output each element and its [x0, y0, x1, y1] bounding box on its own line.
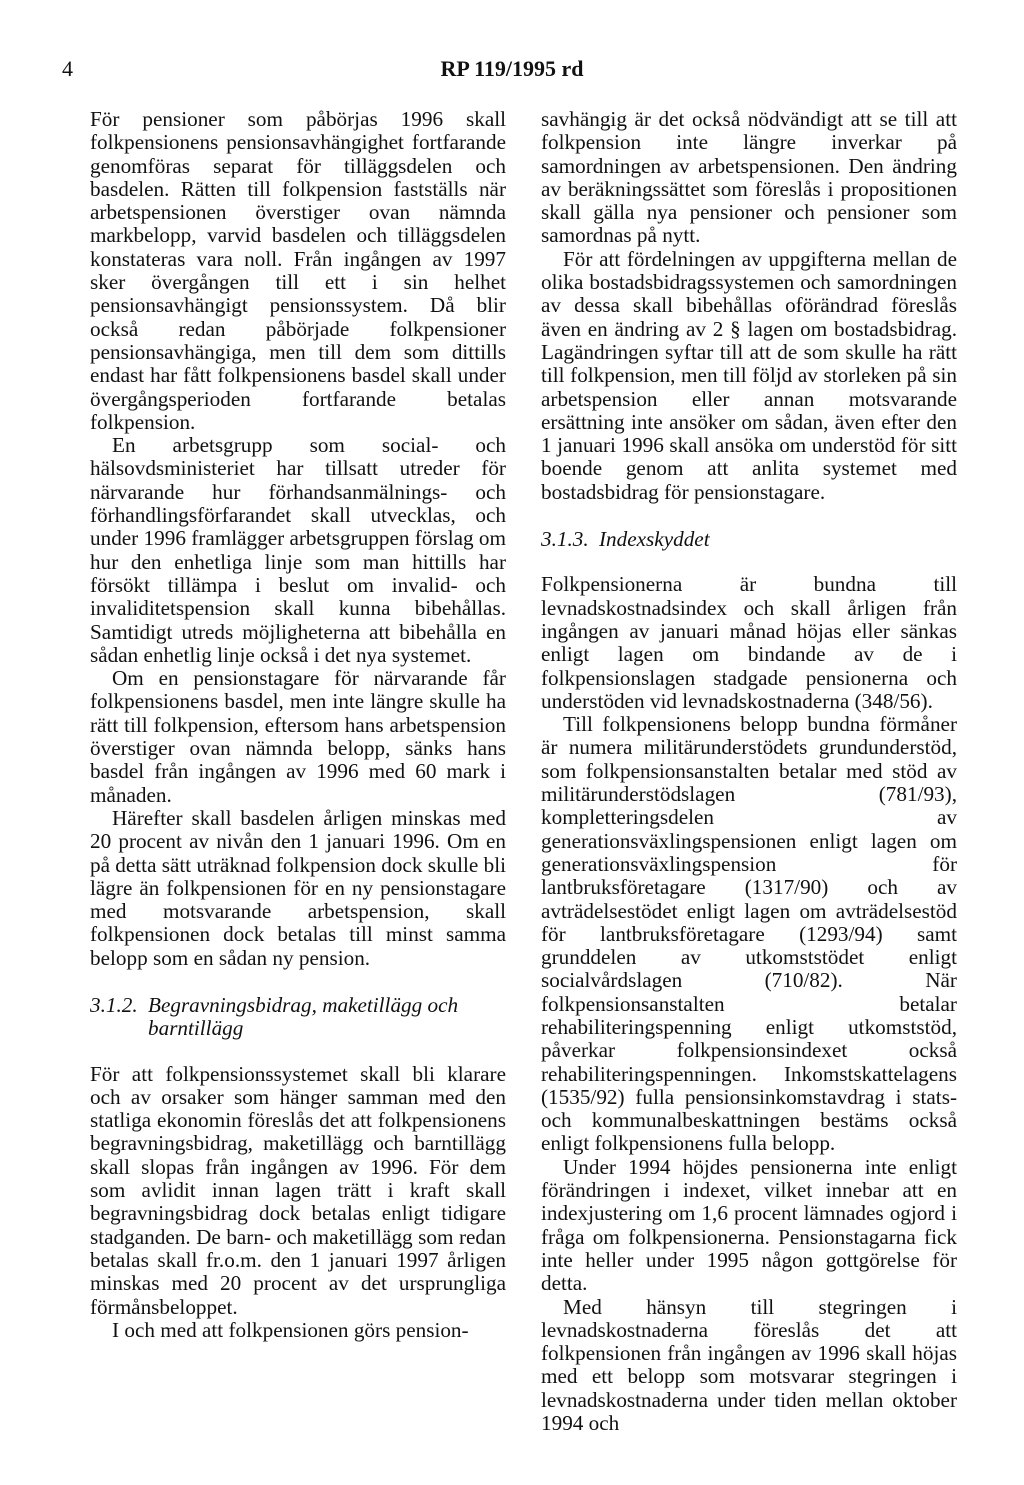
paragraph: Under 1994 höjdes pensionerna inte enligt förändringen i indexet, vilket innebar att en indexjustering om 1,6 procent lämnades ogjord i fråga om folkpensionerna. Pensionstagarna fick inte heller under 1995 någon gottgörelse för detta. [541, 1154, 957, 1296]
paragraph: För att fördelningen av uppgifterna mellan de olika bostadsbidragssystemen och samordningen av dessa skall bibehållas oförändrad föreslås även en ändring av 2 § lagen om bostadsbidrag. Lagändringen syftar till att de som skulle ha rätt till folkpension, men till följd av storleken på sin arbetspension eller annan motsvarande ersättning inte ansöker om sådan, även efter den 1 januari 1996 skall ansöka om understöd för sitt boende genom att anlita systemet med bostadsbidrag för pensionstagare. [541, 246, 957, 504]
paragraph: Med hänsyn till stegringen i levnadskostnaderna föreslås det att folkpensionen från ingången av 1996 skall höjas med ett belopp som motsvarar stegringen i levnadskostnaderna under tiden mellan oktober 1994 och [541, 1294, 957, 1436]
paragraph: För pensioner som påbörjas 1996 skall folkpensionens pensionsavhängighet fortfarande genomföras separat för tilläggsdelen och basdelen. Rätten till folkpension fastställs när arbetspensionen överstiger ovan nämnda markbelopp, varvid basdelen och tilläggsdelen konstateras vara noll. Från ingången av 1997 sker övergången till ett i sin helhet pensionsavhängigt pensionssystem. Då blir också redan påbörjade folkpensioner pensionsavhängiga, men till dem som dittills endast har fått folkpensionens basdel skall under övergångsperioden fortfarande betalas folkpension. [90, 107, 506, 434]
section-title: Begravningsbidrag, maketillägg och barntillägg [148, 992, 459, 1041]
page-number: 4 [62, 56, 73, 81]
section-number: 3.1.3. [541, 527, 589, 552]
paragraph: I och med att folkpensionen görs pension- [112, 1317, 469, 1342]
paragraph: Till folkpensionens belopp bundna förmåner är numera militärunderstödets grundunderstöd, som folkpensionsanstalten betalar med stöd av militärunderstödslagen (781/93), kompletteringsdelen av generationsväxlingspensionen enligt lagen om generationsväxlingspension för lantbruksföretagare (1317/90) och av avträdelsestödet enligt lagen om avträdelsestöd för lantbruksföretagare (1293/94) samt grunddelen av utkomststödet enligt socialvårdslagen (710/82). När folkpensionsanstalten betalar rehabiliteringspenning enligt utkomststöd, påverkar folkpensionsindexet också rehabiliteringspenningen. Inkomstskattelagens (1535/92) fulla pensionsinkomstavdrag i stats- och kommunalbeskattningen bestäms också enligt folkpensionens fulla belopp. [541, 712, 957, 1156]
section-title: Indexskyddet [599, 527, 710, 552]
paragraph: En arbetsgrupp som social- och hälsovdsministeriet har tillsatt utreder för närvarande hur förhandsanmälnings- och förhandlingsförfarandet skall utvecklas, och under 1996 framlägger arbetsgruppen förslag om hur den enhetliga linje som man hittills har försökt tillämpa i beslut om invalid- och invaliditetspension skall kunna bibehållas. Samtidigt utreds möjligheterna att bibehålla en sådan enhetlig linje också i det nya systemet. [90, 433, 506, 667]
paragraph: Folkpensionerna är bundna till levnadskostnadsindex och skall årligen från ingången av januari månad höjas eller sänkas enligt lagen om bindande av de i folkpensionslagen stadgade pensionerna och understöden vid levnadskostnaderna (348/56). [541, 572, 957, 713]
paragraph: Om en pensionstagare för närvarande får folkpensionens basdel, men inte längre skulle ha rätt till folkpension, eftersom hans arbetspension överstiger ovan nämnda belopp, sänks hans basdel från ingången av 1996 med 60 mark i månaden. [90, 666, 506, 807]
section-heading-3-1-3 [541, 528, 957, 551]
running-header: RP 119/1995 rd [440, 56, 584, 81]
paragraph: För att folkpensionssystemet skall bli klarare och av orsaker som hänger samman med den statliga ekonomin föreslås det att folkpensionens begravningsbidrag, maketillägg och barntillägg skall slopas från ingången av 1996. För dem som avlidit innan lagen trätt i kraft skall begravningsbidrag dock betalas enligt tidigare stadganden. De barn- och maketillägg som redan betalas skall fr.o.m. den 1 januari 1997 årligen minskas med 20 procent av det ursprungliga förmånsbeloppet. [90, 1061, 506, 1319]
section-heading-3-1-2 [90, 994, 506, 1041]
right-column [541, 108, 957, 1435]
left-column [90, 108, 506, 1342]
section-number: 3.1.2. [90, 992, 138, 1017]
paragraph: Härefter skall basdelen årligen minskas med 20 procent av nivån den 1 januari 1996. Om en på detta sätt uträknad folkpension dock skulle bli lägre än folkpensionen för en ny pensionstagare med motsvarande arbetspension, skall folkpensionen dock betalas till minst samma belopp som en sådan ny pension. [90, 805, 507, 970]
paragraph: savhängig är det också nödvändigt att se till att folkpension inte längre inverkar på samordningen av arbetspensionen. Den ändring av beräkningssättet som föreslås i propositionen skall gälla nya pensioner och pensioner som samordnas på nytt. [541, 107, 957, 248]
